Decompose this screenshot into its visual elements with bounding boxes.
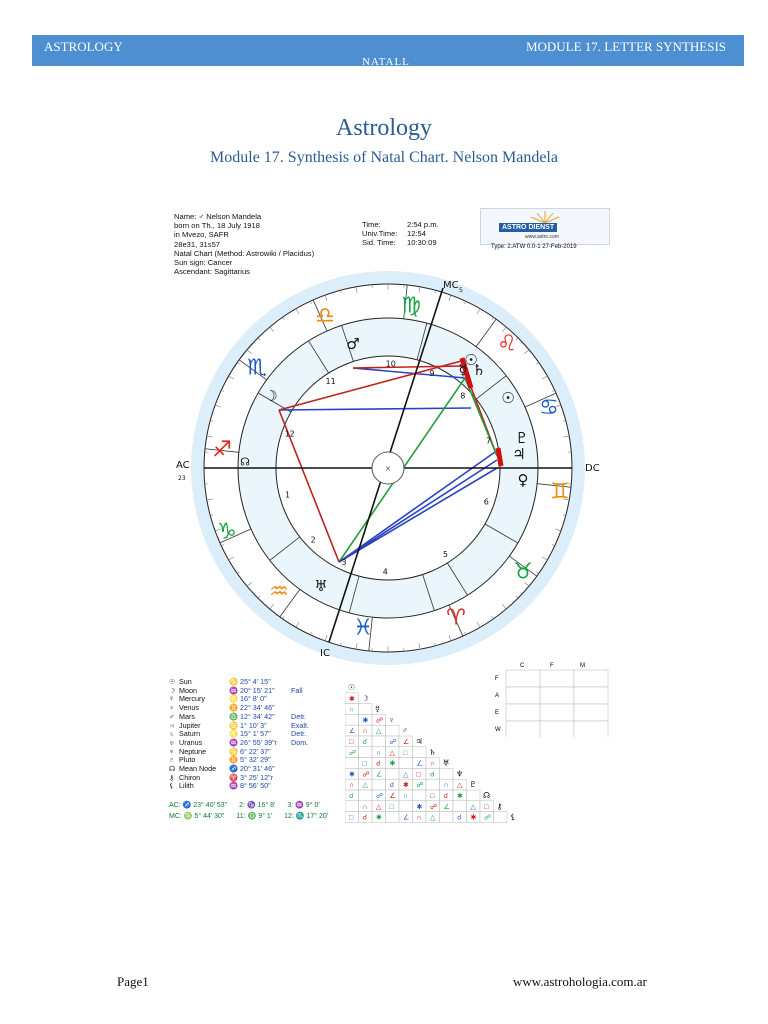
planet-position: ♒ 20° 15' 21" — [229, 685, 275, 695]
planet-glyph: ☊ — [169, 764, 176, 774]
aspect-symbol: □ — [349, 738, 354, 746]
element-cell — [506, 670, 540, 687]
aspect-diagonal-glyph: ☿ — [375, 704, 380, 714]
planet-position: ♌ 16° 8' 0" — [229, 694, 267, 704]
aspect-diagonal-glyph: ☉ — [348, 683, 356, 692]
planet-glyph: ♄ — [169, 729, 175, 739]
aspect-symbol: ∩ — [362, 802, 368, 811]
aspect-diagonal-glyph: ♀ — [388, 715, 395, 725]
element-cell — [506, 704, 540, 721]
modality-header: M — [580, 663, 585, 669]
aspect-symbol: △ — [430, 813, 436, 822]
aspect-symbol: △ — [376, 727, 382, 736]
sun-small-icon: ☉ — [464, 351, 478, 369]
element-cell — [540, 721, 574, 737]
planet-status: Dom. — [291, 737, 309, 747]
aspect-diagonal-glyph: ☊ — [483, 791, 491, 800]
jupiter-icon: ♃ — [512, 445, 526, 463]
element-cell — [506, 687, 540, 704]
aspect-symbol: ∩ — [349, 705, 355, 714]
house-cusp: AC: ♐ 23° 40' 53" — [169, 802, 228, 809]
aspect-cell — [426, 779, 440, 790]
info-method: Natal Chart (Method: Astrowiki / Placidus) — [174, 248, 315, 258]
house-number: 7 — [485, 436, 492, 446]
aspect-symbol: ∠ — [403, 738, 410, 746]
planet-glyph: ⚷ — [169, 772, 175, 782]
planet-row — [169, 782, 359, 791]
aries-glyph: ♈ — [446, 605, 466, 631]
planet-glyph: ♀ — [169, 703, 175, 713]
aspect-diagonal-glyph: ♇ — [469, 780, 477, 790]
aspect-cell — [467, 790, 481, 801]
natal-chart-wheel — [167, 270, 609, 670]
aspect-symbol: ✱ — [403, 781, 409, 790]
aspect-symbol: ∩ — [403, 792, 409, 800]
aspect-cell — [386, 768, 400, 779]
aspect-symbol: ✱ — [376, 813, 382, 822]
planet-status: Exalt. — [291, 720, 309, 730]
aspect-symbol: ∩ — [362, 727, 368, 736]
aspect-symbol: ✱ — [349, 694, 355, 703]
planet-name: Lilith — [179, 781, 194, 791]
logo-url: www.astro.com — [525, 234, 559, 240]
aspect-symbol: ☌ — [443, 792, 449, 800]
planet-status: Fall — [291, 685, 303, 695]
planet-glyph: ♅ — [169, 737, 175, 747]
aspect-symbol: □ — [430, 792, 435, 800]
planet-glyph: ♇ — [169, 755, 175, 765]
mc-label: MC — [443, 280, 459, 291]
planet-name: Chiron — [179, 772, 201, 782]
aspect-cell — [359, 704, 373, 715]
planet-name: Neptune — [179, 746, 207, 756]
planet-position: ♋ 25° 4' 15" — [229, 677, 271, 686]
planet-name: Mean Node — [179, 764, 217, 774]
mercury-icon: ☿ — [458, 361, 468, 379]
leo-glyph: ♌ — [497, 331, 517, 357]
planet-glyph: ♂ — [169, 711, 175, 721]
planet-position: ♒ 8° 56' 50" — [229, 781, 271, 791]
element-cell — [540, 670, 574, 687]
header-left: ASTROLOGY — [44, 39, 123, 54]
footer-page: Page1 — [117, 974, 149, 989]
aspect-cell — [345, 714, 359, 725]
house-number: 11 — [325, 376, 336, 386]
aspect-diagonal-glyph: ♆ — [456, 769, 464, 779]
planet-glyph: ⚸ — [169, 781, 175, 791]
house-cusp: MC: ♍ 5° 44' 30" — [169, 813, 225, 820]
aspect-symbol: ☍ — [484, 813, 492, 822]
planet-position: ♌ 15° 1' 57" — [229, 729, 271, 739]
aspect-symbol: ∠ — [389, 792, 396, 800]
planet-glyph: ☿ — [169, 694, 175, 704]
aspect-symbol: ☌ — [349, 792, 354, 800]
aspect-symbol: ✱ — [470, 813, 477, 822]
mc-degree: 5 — [459, 287, 463, 294]
aspect-symbol: ∠ — [349, 727, 356, 736]
taurus-glyph: ♉ — [513, 559, 533, 585]
info-name: Name: ♂ Nelson Mandela — [174, 212, 262, 221]
sid-time-value: 10:30:09 — [407, 238, 437, 248]
aspect-diagonal-glyph: ⚷ — [496, 801, 503, 811]
uranus-icon: ♅ — [314, 577, 328, 595]
house-cusp: 2: ♑ 16° 8' — [239, 802, 276, 809]
aspect-cell — [345, 801, 359, 812]
aspect-symbol: △ — [403, 770, 409, 779]
aspect-cell — [453, 801, 467, 812]
planet-name: Moon — [179, 685, 197, 695]
aquarius-glyph: ♒ — [269, 579, 289, 605]
univ-time-label: Univ.Time: — [362, 229, 398, 239]
astrodienst-logo — [480, 208, 610, 245]
planet-name: Saturn — [179, 729, 201, 739]
modality-header: C — [520, 663, 525, 669]
aspect-symbol: ∠ — [403, 813, 410, 822]
element-cell — [574, 670, 608, 687]
aspect-symbol: □ — [349, 813, 354, 822]
planet-position: ♋ 6° 22' 37" — [229, 746, 271, 756]
planet-position: ♈ 3° 25' 12"r — [229, 772, 274, 782]
page-subtitle: Module 17. Synthesis of Natal Chart. Nelson Mandela — [210, 149, 558, 166]
element-modality-table — [488, 660, 610, 737]
chart-type-line: Type: 2.ATW 0.0-1 27-Feb-2019 — [491, 244, 577, 250]
aspect-symbol: ☌ — [362, 738, 368, 746]
libra-glyph: ♎ — [315, 303, 335, 329]
planet-position: ♋ 1° 10' 3" — [229, 720, 267, 730]
sun-icon: ☉ — [501, 389, 515, 407]
planet-name: Uranus — [179, 737, 203, 747]
aspect-symbol: □ — [484, 802, 489, 811]
footer-url: www.astrohologia.com.ar — [513, 974, 647, 989]
pluto-icon: ♇ — [515, 429, 529, 447]
aspect-cell — [440, 812, 454, 823]
ic-label: IC — [320, 648, 330, 659]
house-cusps-row-1 — [169, 801, 320, 809]
aspect-symbol: ✱ — [362, 716, 369, 725]
aspect-symbol: □ — [403, 748, 408, 757]
planet-name: Pluto — [179, 755, 196, 765]
aspect-symbol: ☍ — [430, 802, 438, 811]
aspect-cell — [372, 736, 386, 747]
house-cusps-row-2 — [169, 812, 328, 820]
page-title: Astrology — [336, 115, 432, 141]
aspect-cell — [386, 725, 400, 736]
element-cell — [540, 704, 574, 721]
planet-name: Venus — [179, 703, 199, 713]
ac-degree: 23 — [178, 475, 186, 482]
planet-position: ♊ 22° 34' 46" — [229, 703, 275, 713]
sagittarius-glyph: ♐ — [212, 437, 232, 463]
info-place: in Mvezo, SAFR — [174, 230, 229, 240]
aspect-diagonal-glyph: ♂ — [402, 726, 408, 736]
planet-name: Sun — [179, 677, 192, 686]
house-number: 4 — [382, 567, 388, 577]
info-ascendant: Ascendant: Sagittarius — [174, 267, 250, 277]
dc-label: DC — [585, 463, 600, 474]
planet-glyph: ☽ — [169, 685, 176, 695]
planet-status: Detr. — [291, 729, 307, 739]
element-header: F — [495, 676, 499, 682]
aspect-cell — [359, 747, 373, 758]
aspect-symbol: ∩ — [376, 748, 382, 757]
planet-positions-table — [169, 678, 359, 791]
moon-icon: ☽ — [264, 387, 278, 405]
aspect-symbol: △ — [376, 802, 382, 811]
aspect-symbol: △ — [470, 802, 476, 811]
element-header: W — [495, 727, 501, 733]
planet-status: Detr. — [291, 711, 307, 721]
aspect-symbol: ✱ — [389, 759, 396, 768]
capricorn-glyph: ♑ — [217, 519, 237, 545]
time-value: 2:54 p.m. — [407, 220, 439, 229]
aspect-cell — [359, 790, 373, 801]
house-number: 9 — [429, 369, 435, 379]
aspect-symbol: ∩ — [430, 759, 436, 768]
aspect-symbol: ∩ — [349, 781, 355, 790]
aspect-symbol: ∩ — [443, 781, 449, 790]
header-band — [32, 35, 744, 66]
house-number: 10 — [385, 359, 396, 369]
house-number: 12 — [284, 429, 295, 439]
aspect-cell — [399, 801, 413, 812]
aspect-symbol: ☍ — [376, 792, 384, 800]
planet-glyph: ♃ — [169, 720, 175, 730]
house-number: 8 — [460, 391, 466, 401]
house-cusp: 11: ♎ 9° 1' — [236, 813, 273, 820]
aspect-cell — [494, 812, 508, 823]
aspect-diagonal-glyph: ♅ — [442, 758, 450, 768]
aspect-symbol: ☍ — [389, 738, 397, 746]
planet-glyph: ♆ — [169, 746, 175, 756]
ac-label: AC — [176, 460, 190, 471]
aspect-symbol: ∠ — [443, 802, 450, 811]
aspect-symbol: □ — [389, 802, 394, 811]
element-cell — [574, 721, 608, 737]
modality-header: F — [550, 663, 554, 669]
header-right: MODULE 17. LETTER SYNTHESIS — [525, 39, 726, 54]
aspect-symbol: ☍ — [349, 748, 357, 757]
aspect-cell — [440, 768, 454, 779]
virgo-glyph: ♍ — [401, 293, 421, 319]
element-header: A — [495, 693, 500, 699]
aspect-symbol: △ — [362, 781, 368, 790]
aspect-symbol: △ — [457, 781, 463, 790]
info-sun-sign: Sun sign: Cancer — [174, 258, 233, 268]
logo-text: ASTRO DIENST — [499, 223, 557, 232]
aspect-symbol: ☌ — [389, 781, 395, 790]
saturn-icon: ♄ — [472, 361, 486, 379]
aspect-cell — [399, 758, 413, 769]
planet-position: ♒ 26° 55' 39"r — [229, 737, 278, 747]
time-label: Time: — [362, 220, 381, 229]
sid-time-label: Sid. Time: — [362, 238, 396, 248]
house-number: 1 — [284, 490, 291, 500]
element-cell — [506, 721, 540, 737]
aspect-cell — [386, 812, 400, 823]
aspect-diagonal-glyph: ♄ — [429, 747, 437, 757]
planet-position: ♐ 20° 31' 46" — [229, 764, 275, 774]
svg-text:×: × — [384, 464, 392, 473]
scorpio-glyph: ♏ — [247, 355, 267, 381]
pisces-glyph: ♓ — [353, 615, 373, 641]
aspect-symbol: ∠ — [376, 770, 383, 779]
house-cusp: 12: ♏ 17° 20' — [284, 813, 329, 820]
element-cell — [574, 687, 608, 704]
aspect-symbol: □ — [416, 770, 421, 779]
aspect-symbol: ✱ — [416, 802, 423, 811]
aspect-cell — [345, 758, 359, 769]
house-number: 3 — [341, 557, 347, 567]
node-icon: ☊ — [240, 455, 250, 469]
aspect-symbol: ☍ — [362, 770, 370, 779]
planet-position: ♎ 12° 34' 42" — [229, 711, 275, 721]
house-number: 2 — [310, 535, 316, 545]
aspect-diagonal-glyph: ⚸ — [510, 812, 516, 822]
element-header: E — [495, 710, 500, 716]
aspect-symbol: △ — [389, 748, 395, 757]
planet-name: Mercury — [179, 694, 205, 704]
aspect-symbol: ∩ — [416, 813, 422, 822]
mars-icon: ♂ — [346, 335, 360, 353]
house-cusp: 3: ♒ 9° 0' — [287, 802, 320, 809]
aspect-symbol: ∠ — [416, 759, 423, 768]
aspect-cell — [413, 790, 427, 801]
info-coords: 28e31, 31s57 — [174, 239, 221, 249]
planet-position: ♊ 5° 32' 29" — [229, 755, 271, 765]
planet-name: Jupiter — [179, 720, 201, 730]
aspect-symbol: ☌ — [362, 813, 368, 822]
planet-name: Mars — [179, 711, 195, 721]
aspect-symbol: ☌ — [457, 813, 462, 822]
aspect-cell — [372, 779, 386, 790]
venus-icon: ♀ — [517, 471, 529, 489]
house-number: 5 — [442, 550, 448, 560]
house-number: 6 — [483, 497, 489, 507]
info-born: born on Th., 18 July 1918 — [174, 221, 260, 231]
aspect-symbol: □ — [362, 759, 367, 768]
univ-time-value: 12:54 — [407, 229, 427, 239]
element-cell — [540, 687, 574, 704]
aspect-diagonal-glyph: ☽ — [361, 693, 369, 703]
aspect-symbol: ✱ — [457, 792, 463, 800]
aspect-diagonal-glyph: ♃ — [415, 737, 423, 746]
aspect-symbol: ☌ — [430, 770, 435, 779]
aspect-symbol: ☍ — [416, 781, 424, 790]
planet-glyph: ☉ — [169, 677, 176, 686]
aspect-symbol: ☌ — [376, 759, 381, 768]
gemini-glyph: ♊ — [550, 479, 570, 505]
aspect-cell — [413, 747, 427, 758]
aspect-symbol: ☍ — [376, 716, 384, 725]
element-cell — [574, 704, 608, 721]
aspect-symbol: ✱ — [349, 770, 355, 779]
header-cut-text: NATALL — [362, 56, 410, 66]
cancer-glyph: ♋ — [539, 395, 559, 421]
